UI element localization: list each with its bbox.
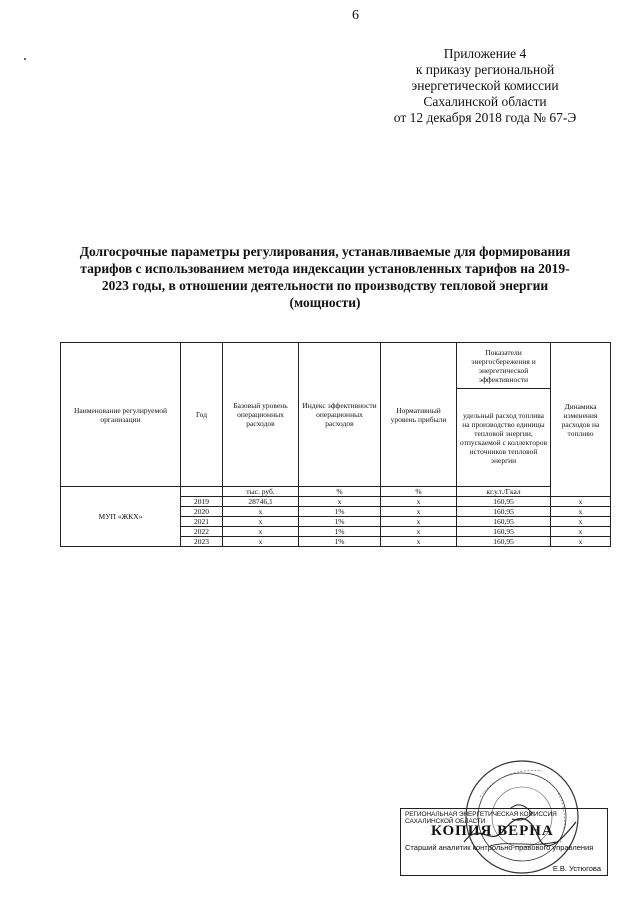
page-number: 6 <box>352 8 359 23</box>
cell-base: x <box>223 507 299 517</box>
cell-base: x <box>223 517 299 527</box>
cell-index: 1% <box>299 527 381 537</box>
unit-index: % <box>299 487 381 497</box>
cell-dynamics: x <box>551 527 611 537</box>
header-fuel: удельный расход топлива на производство единицы тепловой энергии, отпускаемой с коллекторов источников тепловой энергии <box>457 389 551 487</box>
appendix-line: Приложение 4 <box>443 46 527 61</box>
appendix-line: энергетической комиссии <box>411 78 559 93</box>
cell-profit: x <box>381 517 457 527</box>
cell-year: 2019 <box>181 497 223 507</box>
cell-base: x <box>223 537 299 547</box>
cell-index: 1% <box>299 537 381 547</box>
cell-dynamics: x <box>551 507 611 517</box>
cell-fuel: 160,95 <box>457 507 551 517</box>
signature-icon <box>460 812 580 852</box>
cell-dynamics: x <box>551 517 611 527</box>
header-year: Год <box>181 343 223 487</box>
parameters-table <box>60 342 611 547</box>
cell-base: 28746,1 <box>223 497 299 507</box>
stamp-copy-label: КОПИЯ ВЕРНА <box>431 823 554 839</box>
cell-year: 2020 <box>181 507 223 517</box>
appendix-block <box>360 46 610 126</box>
cell-profit: x <box>381 497 457 507</box>
appendix-line: от 12 декабря 2018 года № 67-Э <box>393 110 577 125</box>
unit-year <box>181 487 223 497</box>
cell-fuel: 160,95 <box>457 527 551 537</box>
appendix-line: Сахалинской области <box>423 94 547 109</box>
unit-profit: % <box>381 487 457 497</box>
cell-base: x <box>223 527 299 537</box>
header-index: Индекс эффективности операционных расходов <box>299 343 381 487</box>
header-energy-group: Показатели энергосбережения и энергетической эффективности <box>457 343 551 389</box>
scan-speck <box>24 58 26 60</box>
cell-year: 2022 <box>181 527 223 537</box>
header-org: Наименование регулируемой организации <box>61 343 181 487</box>
header-profit: Нормативный уровень прибыли <box>381 343 457 487</box>
cell-profit: x <box>381 507 457 517</box>
cell-dynamics: x <box>551 497 611 507</box>
cell-profit: x <box>381 537 457 547</box>
stamp-position: Старший аналитик контрольно-правового управления <box>405 843 594 852</box>
cell-profit: x <box>381 527 457 537</box>
unit-base: тыс. руб. <box>223 487 299 497</box>
header-dynamics: Динамика изменения расходов на топливо <box>551 343 611 497</box>
document-title: Долгосрочные параметры регулирования, устанавливаемые для формирования тарифов с использованием метода индексации установленных тарифов на 2019-2023 годы, в отношении деятельности по производству тепловой энергии (мощности) <box>79 244 571 310</box>
cell-fuel: 160,95 <box>457 497 551 507</box>
appendix-line: к приказу региональной <box>415 62 555 77</box>
cell-year: 2023 <box>181 537 223 547</box>
cell-dynamics: x <box>551 537 611 547</box>
stamp-org: РЕГИОНАЛЬНАЯ ЭНЕРГЕТИЧЕСКАЯ КОМИССИЯ САХАЛИНСКОЙ ОБЛАСТИ <box>405 811 557 825</box>
cell-fuel: 160,95 <box>457 537 551 547</box>
unit-fuel: кг.у.т./Гкал <box>457 487 551 497</box>
cell-year: 2021 <box>181 517 223 527</box>
org-name-cell: МУП «ЖКХ» <box>61 487 181 547</box>
cell-fuel: 160,95 <box>457 517 551 527</box>
cell-index: 1% <box>299 507 381 517</box>
header-base: Базовый уровень операционных расходов <box>223 343 299 487</box>
cell-index: 1% <box>299 517 381 527</box>
cell-index: x <box>299 497 381 507</box>
stamp-name: Е.В. Устюгова <box>552 864 601 873</box>
